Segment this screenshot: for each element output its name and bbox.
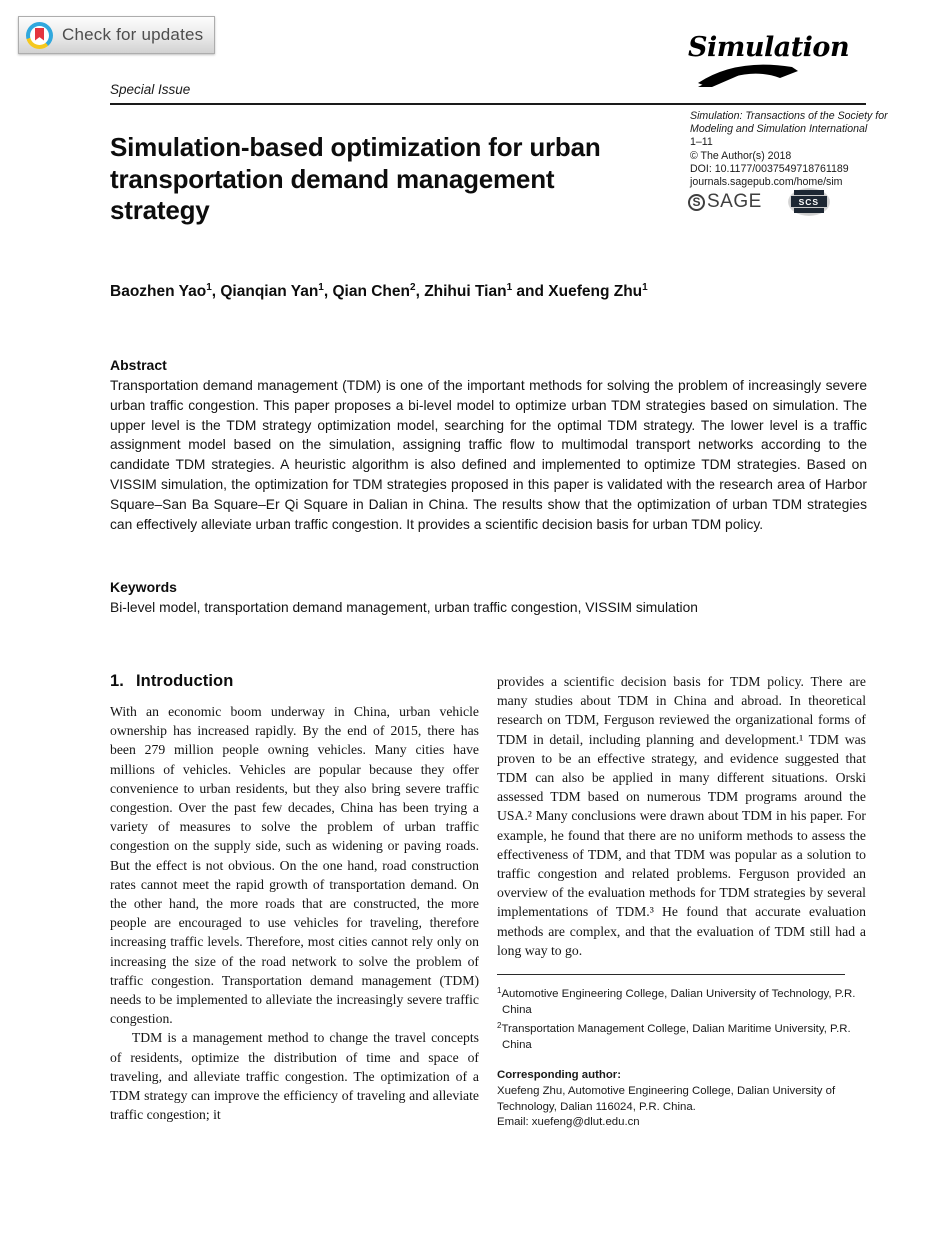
header-rule [110,103,866,105]
affiliation-footnote [497,983,866,1018]
author-separator: , [415,283,425,300]
corresponding-author-heading: Corresponding author: [497,1069,622,1082]
author-affiliation-mark: 1 [318,282,324,293]
footnote-block [497,974,866,1131]
scs-wordmark: SCS [791,196,827,207]
affiliation-text: Automotive Engineering College, Dalian University of Technology, P.R. China [501,988,856,1016]
author-separator: , [323,283,333,300]
corresponding-author-text: Xuefeng Zhu, Automotive Engineering College, Dalian University of Technology, Dalian 116024, P.R. China. [497,1085,836,1113]
sage-wordmark: SAGE [707,191,762,212]
author-name: Xuefeng Zhu [548,283,643,300]
affiliation-mark: 2 [497,1021,502,1031]
keywords-section [110,579,867,618]
author-separator: and [512,283,549,300]
check-for-updates-label: Check for updates [62,25,204,44]
body-columns [110,672,867,1131]
left-column [110,672,479,1131]
author-name: Zhihui Tian [424,283,507,300]
author-affiliation-mark: 1 [506,282,513,293]
article-title: Simulation-based optimization for urban transportation demand management strategy [110,132,601,225]
crossmark-icon [26,22,53,49]
section-title: Introduction [135,672,234,690]
author-name: Qian Chen [332,283,410,300]
abstract-section [110,357,867,534]
copyright-line: © The Author(s) 2018 [690,149,792,162]
intro-paragraph: provides a scientific decision basis for TDM policy. There are many studies about TDM in China and abroad. In theoretical research on TDM, Ferguson reviewed the organizational forms of TDM in detail, including planning and development.¹ TDM was proven to be an effective strategy, and evidence suggested that TDM can also be applied in many different situations. Orski assessed TDM based on numerous TDM programs around the USA.² Many conclusions were drawn about TDM in his paper. For example, he found that there are no uniform methods to assess the effectiveness of TDM, and that TDM was popular as a solution to traffic congestion and related problems. Ferguson provided an overview of the evaluation methods for TDM strategies by several implementations of TDM.³ He found that accurate evaluation methods are complex, and that the evaluation of TDM still had a long way to go. [497,674,866,958]
affiliation-text: Transportation Management College, Dalian Maritime University, P.R. China [501,1023,851,1051]
journal-logo-text: Simulation [688,32,850,63]
author-affiliation-mark: 2 [410,282,416,293]
special-issue-label: Special Issue [110,82,191,97]
check-for-updates-button[interactable] [18,16,215,54]
author-list [110,282,830,301]
author-separator: , [211,283,221,300]
journal-url[interactable]: journals.sagepub.com/home/sim [690,176,843,189]
keywords-text: Bi-level model, transportation demand management, urban traffic congestion, VISSIM simulation [110,600,698,615]
publisher-logos [688,188,868,216]
intro-paragraph: TDM is a management method to change the travel concepts of residents, optimize the distribution of time and space of traveling, and alleviate traffic congestion. The optimization of a TDM strategy can improve the efficiency of traveling and alleviate traffic congestion; it [110,1030,479,1123]
section-number: 1. [110,672,124,690]
introduction-heading [110,672,479,691]
journal-name-line2: Modeling and Simulation International [690,123,868,136]
journal-logo [688,32,850,88]
footnote-rule [497,974,845,975]
affiliation-mark: 1 [497,986,502,996]
author-name: Qianqian Yan [220,283,319,300]
scs-logo [786,188,832,216]
author-affiliation-mark: 1 [206,282,212,293]
journal-name-line1: Simulation: Transactions of the Society for [690,110,888,122]
intro-paragraph: With an economic boom underway in China, urban vehicle ownership has increased rapidly. By the end of 2015, there has been 279 million people owning vehicles. Many cities have millions of vehicles. Vehicles are popular because they offer convenience to urban residents, but they also bring severe traffic congestion. Over the past few decades, China has been trying a variety of measures to solve the problem of urban traffic congestion on the supply side, such as widening or paving roads. But the effect is not obvious. On the one hand, road construction rates cannot meet the rapid growth of transportation demand. On the other hand, the more roads that are constructed, the more people are encouraged to use vehicles for traveling, therefore increasing traffic levels. Therefore, most cities cannot rely only on increasing the size of the road network to solve the problem of traffic congestion. Transportation demand management (TDM) needs to be implemented to alleviate the increasingly severe traffic congestion. [110,704,479,1027]
author-name: Baozhen Yao [110,283,207,300]
journal-info [690,110,888,189]
right-column [497,672,866,1131]
keywords-heading: Keywords [110,579,177,595]
abstract-heading: Abstract [110,357,167,373]
sage-s-icon: S [688,194,705,211]
doi-line[interactable]: DOI: 10.1177/0037549718761189 [690,162,849,175]
author-affiliation-mark: 1 [642,282,648,293]
affiliation-footnote [497,1018,866,1053]
abstract-text: Transportation demand management (TDM) is one of the important methods for solving the problem of increasingly severe urban traffic congestion. This paper proposes a bi-level model to optimize urban TDM strategies based on simulation. The upper level is the TDM strategy optimization model, searching for the optimal TDM strategy. The lower level is a traffic assignment model based on the simulation, assigning traffic flow to multimodal transport networks according to the candidate TDM strategies. A heuristic algorithm is also defined and implemented to optimize TDM strategies. Based on VISSIM simulation, the optimization for TDM strategies proposed in this paper is validated with the research area of Harbor Square–San Ba Square–Er Qi Square in Dalian in China. The results show that the optimization of urban TDM strategies can effectively alleviate urban traffic congestion. It provides a scientific decision basis for urban TDM policy. [110,378,867,532]
corresponding-author-email[interactable]: Email: xuefeng@dlut.edu.cn [497,1116,640,1129]
page-range: 1–11 [690,136,713,149]
sage-logo [688,191,762,213]
journal-swoosh-icon [696,62,800,88]
